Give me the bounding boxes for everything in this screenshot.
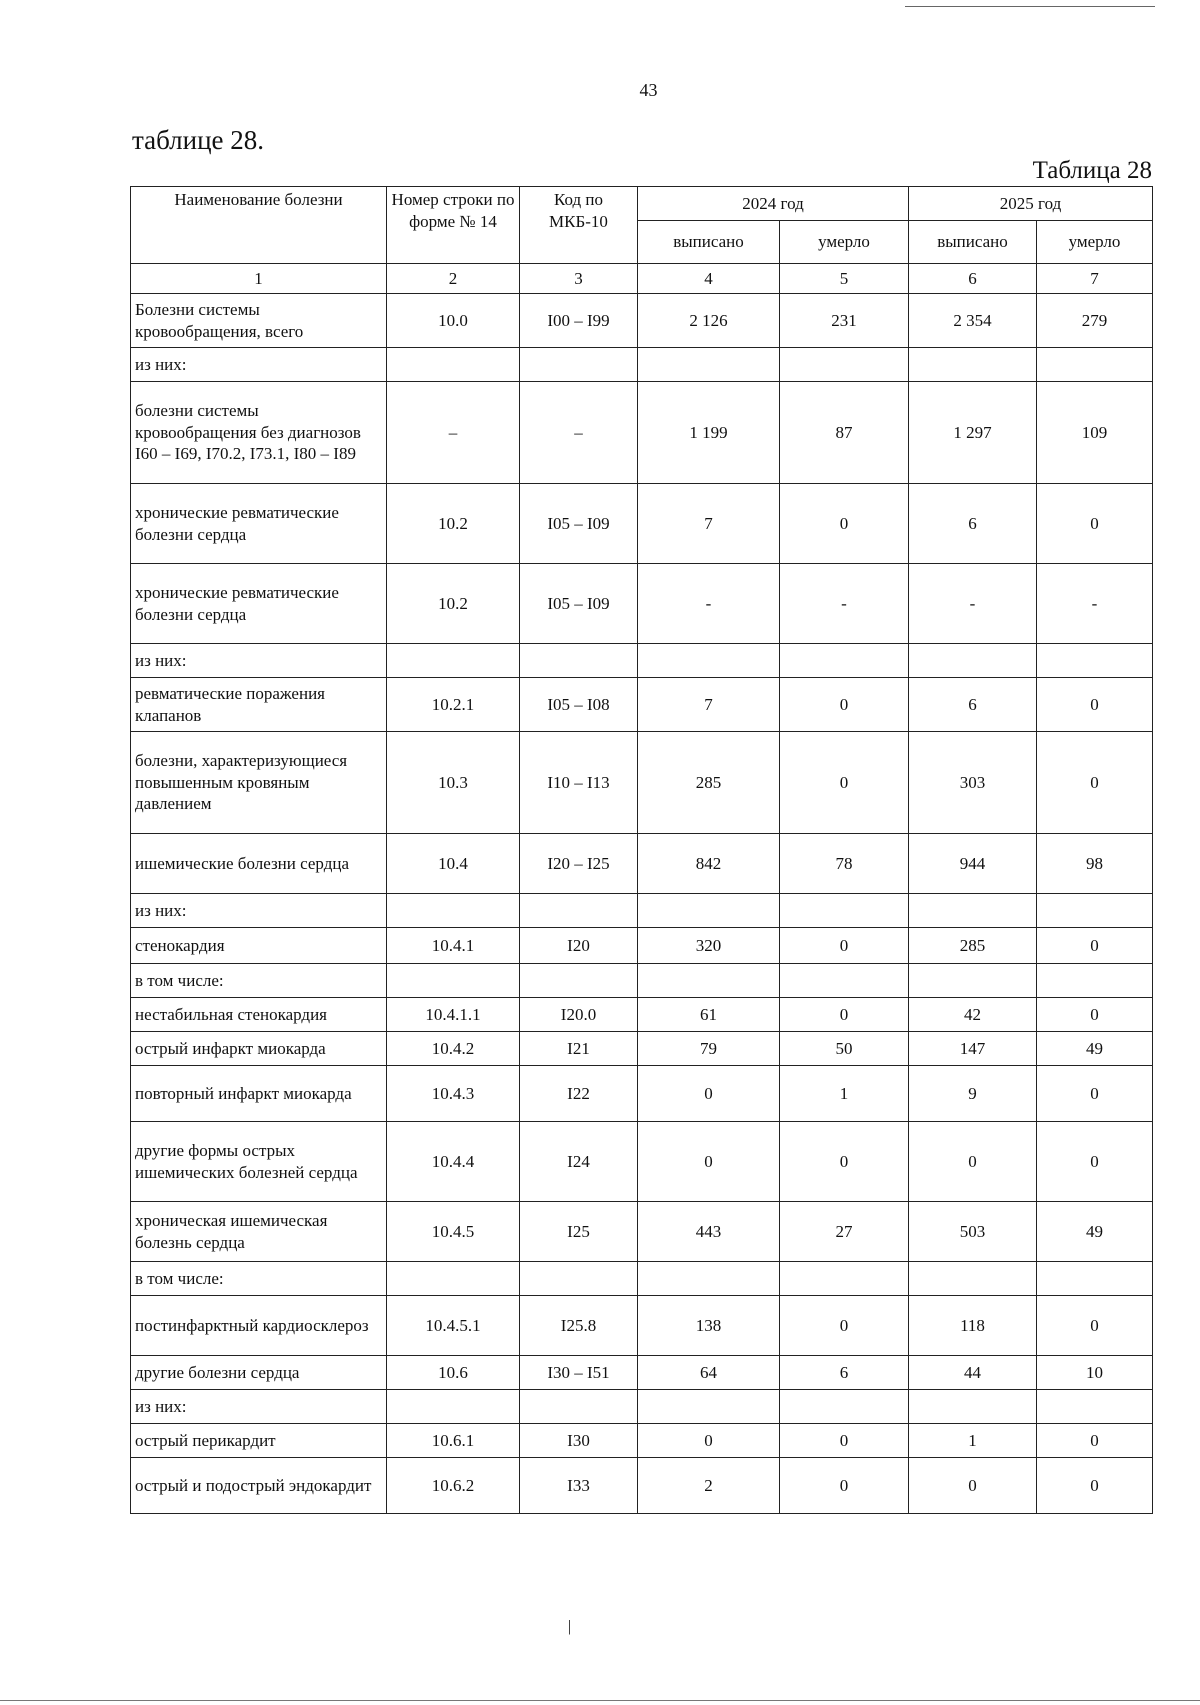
cell-discharged-2025 — [909, 964, 1037, 998]
cell-died-2025 — [1037, 1262, 1153, 1296]
cell-disease-name: другие болезни сердца — [131, 1356, 387, 1390]
header-2025-died: умерло — [1037, 221, 1153, 264]
column-number: 5 — [780, 264, 909, 294]
table-row — [131, 1122, 1153, 1202]
cell-died-2024: 231 — [780, 294, 909, 348]
cell-died-2024: 0 — [780, 1458, 909, 1514]
cell-icd-code: I21 — [520, 1032, 638, 1066]
cell-died-2025: 0 — [1037, 678, 1153, 732]
cell-died-2024: 50 — [780, 1032, 909, 1066]
cell-disease-name: болезни, характеризующиеся повышенным кровяным давлением — [131, 732, 387, 834]
cell-died-2025: 0 — [1037, 1458, 1153, 1514]
table-row — [131, 1458, 1153, 1514]
table-row — [131, 644, 1153, 678]
cell-discharged-2024: 0 — [638, 1122, 780, 1202]
cell-icd-code: I25.8 — [520, 1296, 638, 1356]
cell-discharged-2025: 0 — [909, 1122, 1037, 1202]
cell-disease-name: ишемические болезни сердца — [131, 834, 387, 894]
top-edge-line — [905, 6, 1155, 7]
header-2024-discharged: выписано — [638, 221, 780, 264]
cell-discharged-2025: 9 — [909, 1066, 1037, 1122]
column-number: 1 — [131, 264, 387, 294]
cell-discharged-2024: 842 — [638, 834, 780, 894]
cell-disease-name: из них: — [131, 894, 387, 928]
cell-icd-code — [520, 1390, 638, 1424]
table-row — [131, 1424, 1153, 1458]
cell-icd-code — [520, 964, 638, 998]
cell-died-2024: 1 — [780, 1066, 909, 1122]
cell-discharged-2025: 147 — [909, 1032, 1037, 1066]
cell-row-number — [387, 348, 520, 382]
cell-discharged-2025: 1 297 — [909, 382, 1037, 484]
cell-disease-name: постинфарктный кардиосклероз — [131, 1296, 387, 1356]
table-row — [131, 1262, 1153, 1296]
cell-disease-name: хроническая ишемическая болезнь сердца — [131, 1202, 387, 1262]
cell-disease-name: в том числе: — [131, 1262, 387, 1296]
cell-discharged-2025: - — [909, 564, 1037, 644]
table-row — [131, 964, 1153, 998]
cell-died-2024 — [780, 348, 909, 382]
cell-died-2025: 279 — [1037, 294, 1153, 348]
column-number: 3 — [520, 264, 638, 294]
cell-discharged-2025: 503 — [909, 1202, 1037, 1262]
cell-discharged-2025 — [909, 644, 1037, 678]
cell-icd-code: I20.0 — [520, 998, 638, 1032]
cell-died-2025: 0 — [1037, 1296, 1153, 1356]
table-row — [131, 1356, 1153, 1390]
cell-discharged-2024: 1 199 — [638, 382, 780, 484]
cell-disease-name: другие формы острых ишемических болезней сердца — [131, 1122, 387, 1202]
cell-row-number: 10.4.5 — [387, 1202, 520, 1262]
table-row — [131, 732, 1153, 834]
cell-died-2025: 0 — [1037, 1122, 1153, 1202]
cell-died-2025: 0 — [1037, 928, 1153, 964]
cell-discharged-2025: 6 — [909, 678, 1037, 732]
cell-row-number: 10.6.2 — [387, 1458, 520, 1514]
table-row — [131, 1296, 1153, 1356]
cell-row-number: 10.2 — [387, 564, 520, 644]
cell-disease-name: из них: — [131, 348, 387, 382]
table-row — [131, 678, 1153, 732]
cell-icd-code: I05 – I09 — [520, 484, 638, 564]
cell-icd-code: I05 – I08 — [520, 678, 638, 732]
cell-discharged-2025 — [909, 1262, 1037, 1296]
cell-discharged-2024: 61 — [638, 998, 780, 1032]
column-number: 7 — [1037, 264, 1153, 294]
cell-died-2025 — [1037, 894, 1153, 928]
header-disease-name: Наименование болезни — [131, 187, 387, 264]
cell-row-number — [387, 644, 520, 678]
cell-died-2024: 27 — [780, 1202, 909, 1262]
cell-discharged-2025: 303 — [909, 732, 1037, 834]
cell-discharged-2025 — [909, 894, 1037, 928]
cell-row-number: 10.4.4 — [387, 1122, 520, 1202]
cell-icd-code: I25 — [520, 1202, 638, 1262]
table-row — [131, 928, 1153, 964]
cell-icd-code: I24 — [520, 1122, 638, 1202]
cell-discharged-2024 — [638, 894, 780, 928]
cell-row-number: 10.6.1 — [387, 1424, 520, 1458]
cell-disease-name: повторный инфаркт миокарда — [131, 1066, 387, 1122]
table-row — [131, 894, 1153, 928]
cell-died-2025 — [1037, 964, 1153, 998]
cell-discharged-2024: 0 — [638, 1066, 780, 1122]
cell-icd-code — [520, 1262, 638, 1296]
cell-row-number: 10.4 — [387, 834, 520, 894]
cell-row-number: 10.3 — [387, 732, 520, 834]
table-row — [131, 1202, 1153, 1262]
cell-died-2024: - — [780, 564, 909, 644]
cell-died-2024: 0 — [780, 1424, 909, 1458]
cell-died-2024 — [780, 644, 909, 678]
cell-discharged-2025: 2 354 — [909, 294, 1037, 348]
cell-disease-name: острый инфаркт миокарда — [131, 1032, 387, 1066]
cell-row-number: 10.0 — [387, 294, 520, 348]
cell-disease-name: из них: — [131, 1390, 387, 1424]
table-row — [131, 348, 1153, 382]
table-row — [131, 834, 1153, 894]
cell-discharged-2025: 0 — [909, 1458, 1037, 1514]
cell-icd-code: – — [520, 382, 638, 484]
cell-row-number: 10.4.2 — [387, 1032, 520, 1066]
cell-died-2025: 49 — [1037, 1202, 1153, 1262]
cell-icd-code: I33 — [520, 1458, 638, 1514]
cell-died-2024: 0 — [780, 928, 909, 964]
cell-died-2024 — [780, 1390, 909, 1424]
table-row — [131, 998, 1153, 1032]
cell-discharged-2024: 0 — [638, 1424, 780, 1458]
column-number: 6 — [909, 264, 1037, 294]
cell-died-2025: 0 — [1037, 1424, 1153, 1458]
cell-discharged-2024: 285 — [638, 732, 780, 834]
cell-row-number — [387, 894, 520, 928]
table-body — [131, 294, 1153, 1514]
cell-died-2024: 0 — [780, 732, 909, 834]
column-number: 4 — [638, 264, 780, 294]
cell-died-2024: 87 — [780, 382, 909, 484]
cell-disease-name: ревматические поражения клапанов — [131, 678, 387, 732]
cell-icd-code: I30 – I51 — [520, 1356, 638, 1390]
cell-died-2024 — [780, 1262, 909, 1296]
cell-died-2025 — [1037, 644, 1153, 678]
cell-disease-name: в том числе: — [131, 964, 387, 998]
cell-icd-code: I10 – I13 — [520, 732, 638, 834]
cell-discharged-2024 — [638, 964, 780, 998]
cell-row-number: 10.2.1 — [387, 678, 520, 732]
cell-icd-code: I00 – I99 — [520, 294, 638, 348]
cell-discharged-2024: 79 — [638, 1032, 780, 1066]
cell-died-2024: 0 — [780, 1122, 909, 1202]
cell-discharged-2025: 6 — [909, 484, 1037, 564]
cell-row-number — [387, 1390, 520, 1424]
cell-discharged-2024 — [638, 348, 780, 382]
cell-row-number: 10.4.3 — [387, 1066, 520, 1122]
cell-discharged-2024: 64 — [638, 1356, 780, 1390]
cell-discharged-2024: 7 — [638, 678, 780, 732]
header-2025-discharged: выписано — [909, 221, 1037, 264]
cell-disease-name: нестабильная стенокардия — [131, 998, 387, 1032]
table-row — [131, 382, 1153, 484]
table-row — [131, 294, 1153, 348]
cell-died-2024: 0 — [780, 998, 909, 1032]
table-row — [131, 1066, 1153, 1122]
cell-disease-name: болезни системы кровообращения без диагнозов I60 – I69, I70.2, I73.1, I80 – I89 — [131, 382, 387, 484]
header-row-number: Номер строки по форме № 14 — [387, 187, 520, 264]
cell-discharged-2025 — [909, 348, 1037, 382]
cell-disease-name: стенокардия — [131, 928, 387, 964]
cell-discharged-2024: 2 126 — [638, 294, 780, 348]
cell-discharged-2024: 2 — [638, 1458, 780, 1514]
cell-died-2024: 0 — [780, 678, 909, 732]
cell-died-2025: 0 — [1037, 732, 1153, 834]
footer-mark: | — [568, 1618, 572, 1635]
cell-row-number: 10.2 — [387, 484, 520, 564]
cell-died-2024 — [780, 964, 909, 998]
cell-disease-name: хронические ревматические болезни сердца — [131, 564, 387, 644]
cell-discharged-2024 — [638, 644, 780, 678]
cell-died-2025: 0 — [1037, 998, 1153, 1032]
header-icd-code: Код по МКБ-10 — [520, 187, 638, 264]
cell-disease-name: Болезни системы кровообращения, всего — [131, 294, 387, 348]
cell-discharged-2025: 42 — [909, 998, 1037, 1032]
cell-icd-code: I05 – I09 — [520, 564, 638, 644]
cell-row-number: 10.4.1 — [387, 928, 520, 964]
cell-icd-code: I20 — [520, 928, 638, 964]
cell-died-2025: 0 — [1037, 484, 1153, 564]
cell-disease-name: острый перикардит — [131, 1424, 387, 1458]
cell-discharged-2024 — [638, 1262, 780, 1296]
cell-disease-name: из них: — [131, 644, 387, 678]
column-number: 2 — [387, 264, 520, 294]
disease-table — [130, 186, 1153, 1514]
header-2024-died: умерло — [780, 221, 909, 264]
table-row — [131, 564, 1153, 644]
page-number: 43 — [639, 80, 658, 100]
cell-discharged-2025: 285 — [909, 928, 1037, 964]
cell-disease-name: хронические ревматические болезни сердца — [131, 484, 387, 564]
cell-row-number: 10.4.1.1 — [387, 998, 520, 1032]
cell-icd-code: I30 — [520, 1424, 638, 1458]
cell-icd-code: I20 – I25 — [520, 834, 638, 894]
lead-text: таблице 28. — [132, 125, 265, 155]
header-year-2025: 2025 год — [909, 187, 1153, 221]
cell-died-2024: 0 — [780, 1296, 909, 1356]
cell-died-2024: 0 — [780, 484, 909, 564]
cell-discharged-2024 — [638, 1390, 780, 1424]
cell-died-2025: 98 — [1037, 834, 1153, 894]
cell-died-2025 — [1037, 1390, 1153, 1424]
cell-discharged-2024: 7 — [638, 484, 780, 564]
cell-died-2025: 0 — [1037, 1066, 1153, 1122]
cell-discharged-2025 — [909, 1390, 1037, 1424]
cell-died-2025 — [1037, 348, 1153, 382]
cell-died-2025: - — [1037, 564, 1153, 644]
cell-discharged-2024: 443 — [638, 1202, 780, 1262]
cell-discharged-2025: 944 — [909, 834, 1037, 894]
cell-died-2025: 109 — [1037, 382, 1153, 484]
cell-discharged-2024: - — [638, 564, 780, 644]
cell-died-2024 — [780, 894, 909, 928]
cell-row-number: – — [387, 382, 520, 484]
table-row — [131, 484, 1153, 564]
cell-disease-name: острый и подострый эндокардит — [131, 1458, 387, 1514]
cell-died-2025: 10 — [1037, 1356, 1153, 1390]
cell-discharged-2025: 118 — [909, 1296, 1037, 1356]
bottom-edge-line — [0, 1700, 1200, 1701]
cell-discharged-2024: 138 — [638, 1296, 780, 1356]
table-row — [131, 1032, 1153, 1066]
cell-icd-code — [520, 348, 638, 382]
cell-icd-code — [520, 644, 638, 678]
table-row — [131, 1390, 1153, 1424]
header-year-2024: 2024 год — [638, 187, 909, 221]
cell-died-2024: 78 — [780, 834, 909, 894]
cell-discharged-2024: 320 — [638, 928, 780, 964]
cell-row-number: 10.6 — [387, 1356, 520, 1390]
cell-discharged-2025: 44 — [909, 1356, 1037, 1390]
cell-row-number — [387, 1262, 520, 1296]
table-caption: Таблица 28 — [1032, 157, 1152, 184]
cell-died-2024: 6 — [780, 1356, 909, 1390]
cell-icd-code: I22 — [520, 1066, 638, 1122]
cell-discharged-2025: 1 — [909, 1424, 1037, 1458]
cell-row-number: 10.4.5.1 — [387, 1296, 520, 1356]
cell-died-2025: 49 — [1037, 1032, 1153, 1066]
cell-icd-code — [520, 894, 638, 928]
cell-row-number — [387, 964, 520, 998]
